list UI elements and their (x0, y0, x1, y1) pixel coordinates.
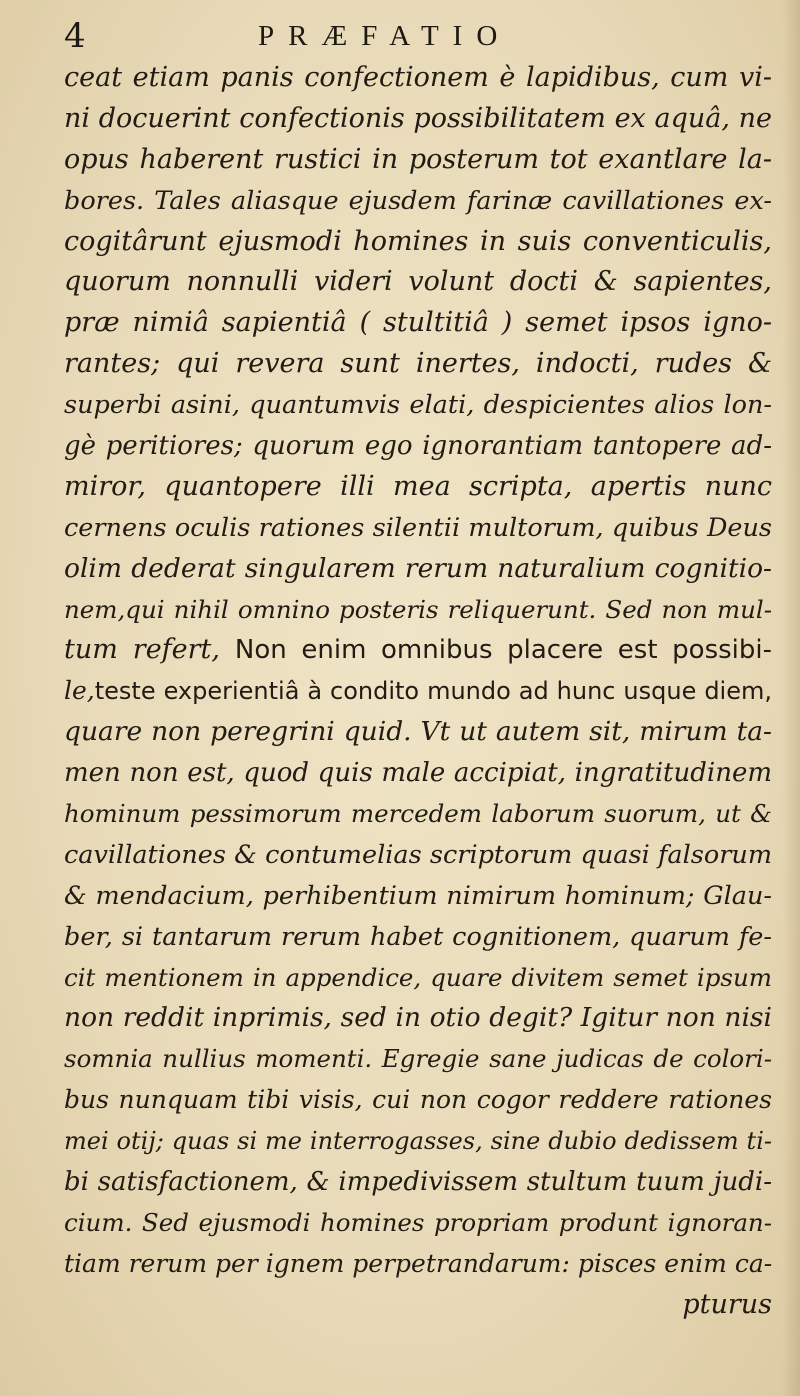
roman-text-segment: Non enim omnibus placere est possibi- (234, 635, 772, 666)
text-line-1: ceat etiam panis confectionem è lapidibus, cum vi- (64, 62, 772, 93)
text-line-26: bus nunquam tibi visis, cui non cogor reddere rationes (64, 1085, 772, 1115)
catchword: pturus (682, 1288, 772, 1320)
text-line-4: bores. Tales aliasque ejusdem farinæ cavillationes ex- (64, 185, 772, 216)
text-line-3: opus haberent rustici in posterum tot exantlare la- (64, 143, 772, 175)
text-line-17: quare non peregrini quid. Vt ut autem sit, mirum ta- (64, 716, 772, 748)
page-header (64, 14, 764, 58)
text-line-22: ber, si tantarum rerum habet cognitionem, quarum fe- (64, 921, 772, 952)
text-line-14: nem,qui nihil omnino posteris reliquerunt. Sed non mul- (64, 594, 772, 624)
running-head: PRÆFATIO (258, 20, 512, 52)
text-line-2: ni docuerint confectionis possibilitatem ex aquâ, ne (64, 102, 772, 134)
text-line-8: rantes; qui revera sunt inertes, indocti, rudes & (64, 348, 772, 380)
italic-text-segment: le, (64, 676, 95, 706)
page-edge-shadow (782, 0, 800, 1396)
text-line-30: tiam rerum per ignem perpetrandarum: pisces enim ca- (64, 1248, 773, 1278)
text-line-6: quorum nonnulli videri volunt docti & sapientes, (64, 266, 772, 298)
italic-text-segment: tum refert, (64, 634, 235, 666)
text-line-29: cium. Sed ejusmodi homines propriam produnt ignoran- (64, 1207, 772, 1237)
text-line-27: mei otij; quas si me interrogasses, sine dubio dedissem ti- (64, 1127, 772, 1156)
text-line-19: hominum pessimorum mercedem laborum suorum, ut & (64, 799, 772, 829)
text-line-5: cogitârunt ejusmodi homines in suis conventiculis, (64, 225, 772, 257)
text-line-25: somnia nullius momenti. Egregie sane judicas de colori- (64, 1044, 772, 1074)
text-line-13: olim dederat singularem rerum naturalium cognitio- (64, 552, 772, 584)
text-line-16 (64, 671, 772, 712)
text-line-9: superbi asini, quantumvis elati, despicientes alios lon- (64, 390, 772, 421)
page-number: 4 (64, 16, 86, 56)
text-line-20: cavillationes & contumelias scriptorum quasi falsorum (64, 839, 772, 870)
text-line-12: cernens oculis rationes silentii multorum, quibus Deus (64, 512, 772, 543)
text-line-24: non reddit inprimis, sed in otio degit? Igitur non nisi (64, 1002, 772, 1034)
text-line-7: præ nimiâ sapientiâ ( stultitiâ ) semet ipsos igno- (64, 307, 772, 339)
text-line-23: cit mentionem in appendice, quare divitem semet ipsum (64, 962, 772, 992)
text-line-18: men non est, quod quis male accipiat, ingratitudinem (64, 758, 772, 789)
text-line-28: bi satisfactionem, & impedivissem stultum tuum judi- (64, 1167, 772, 1198)
text-line-10: gè peritiores; quorum ego ignorantiam tantopere ad- (64, 431, 772, 462)
text-line-11: miror, quantopere illi mea scripta, apertis nunc (64, 470, 772, 502)
body-text (64, 58, 772, 1326)
text-line-15 (64, 630, 772, 671)
text-line-21: & mendacium, perhibentium nimirum hominum; Glau- (64, 880, 772, 911)
roman-text-segment: teste experientiâ à condito mundo ad hunc usque diem, (94, 677, 772, 706)
